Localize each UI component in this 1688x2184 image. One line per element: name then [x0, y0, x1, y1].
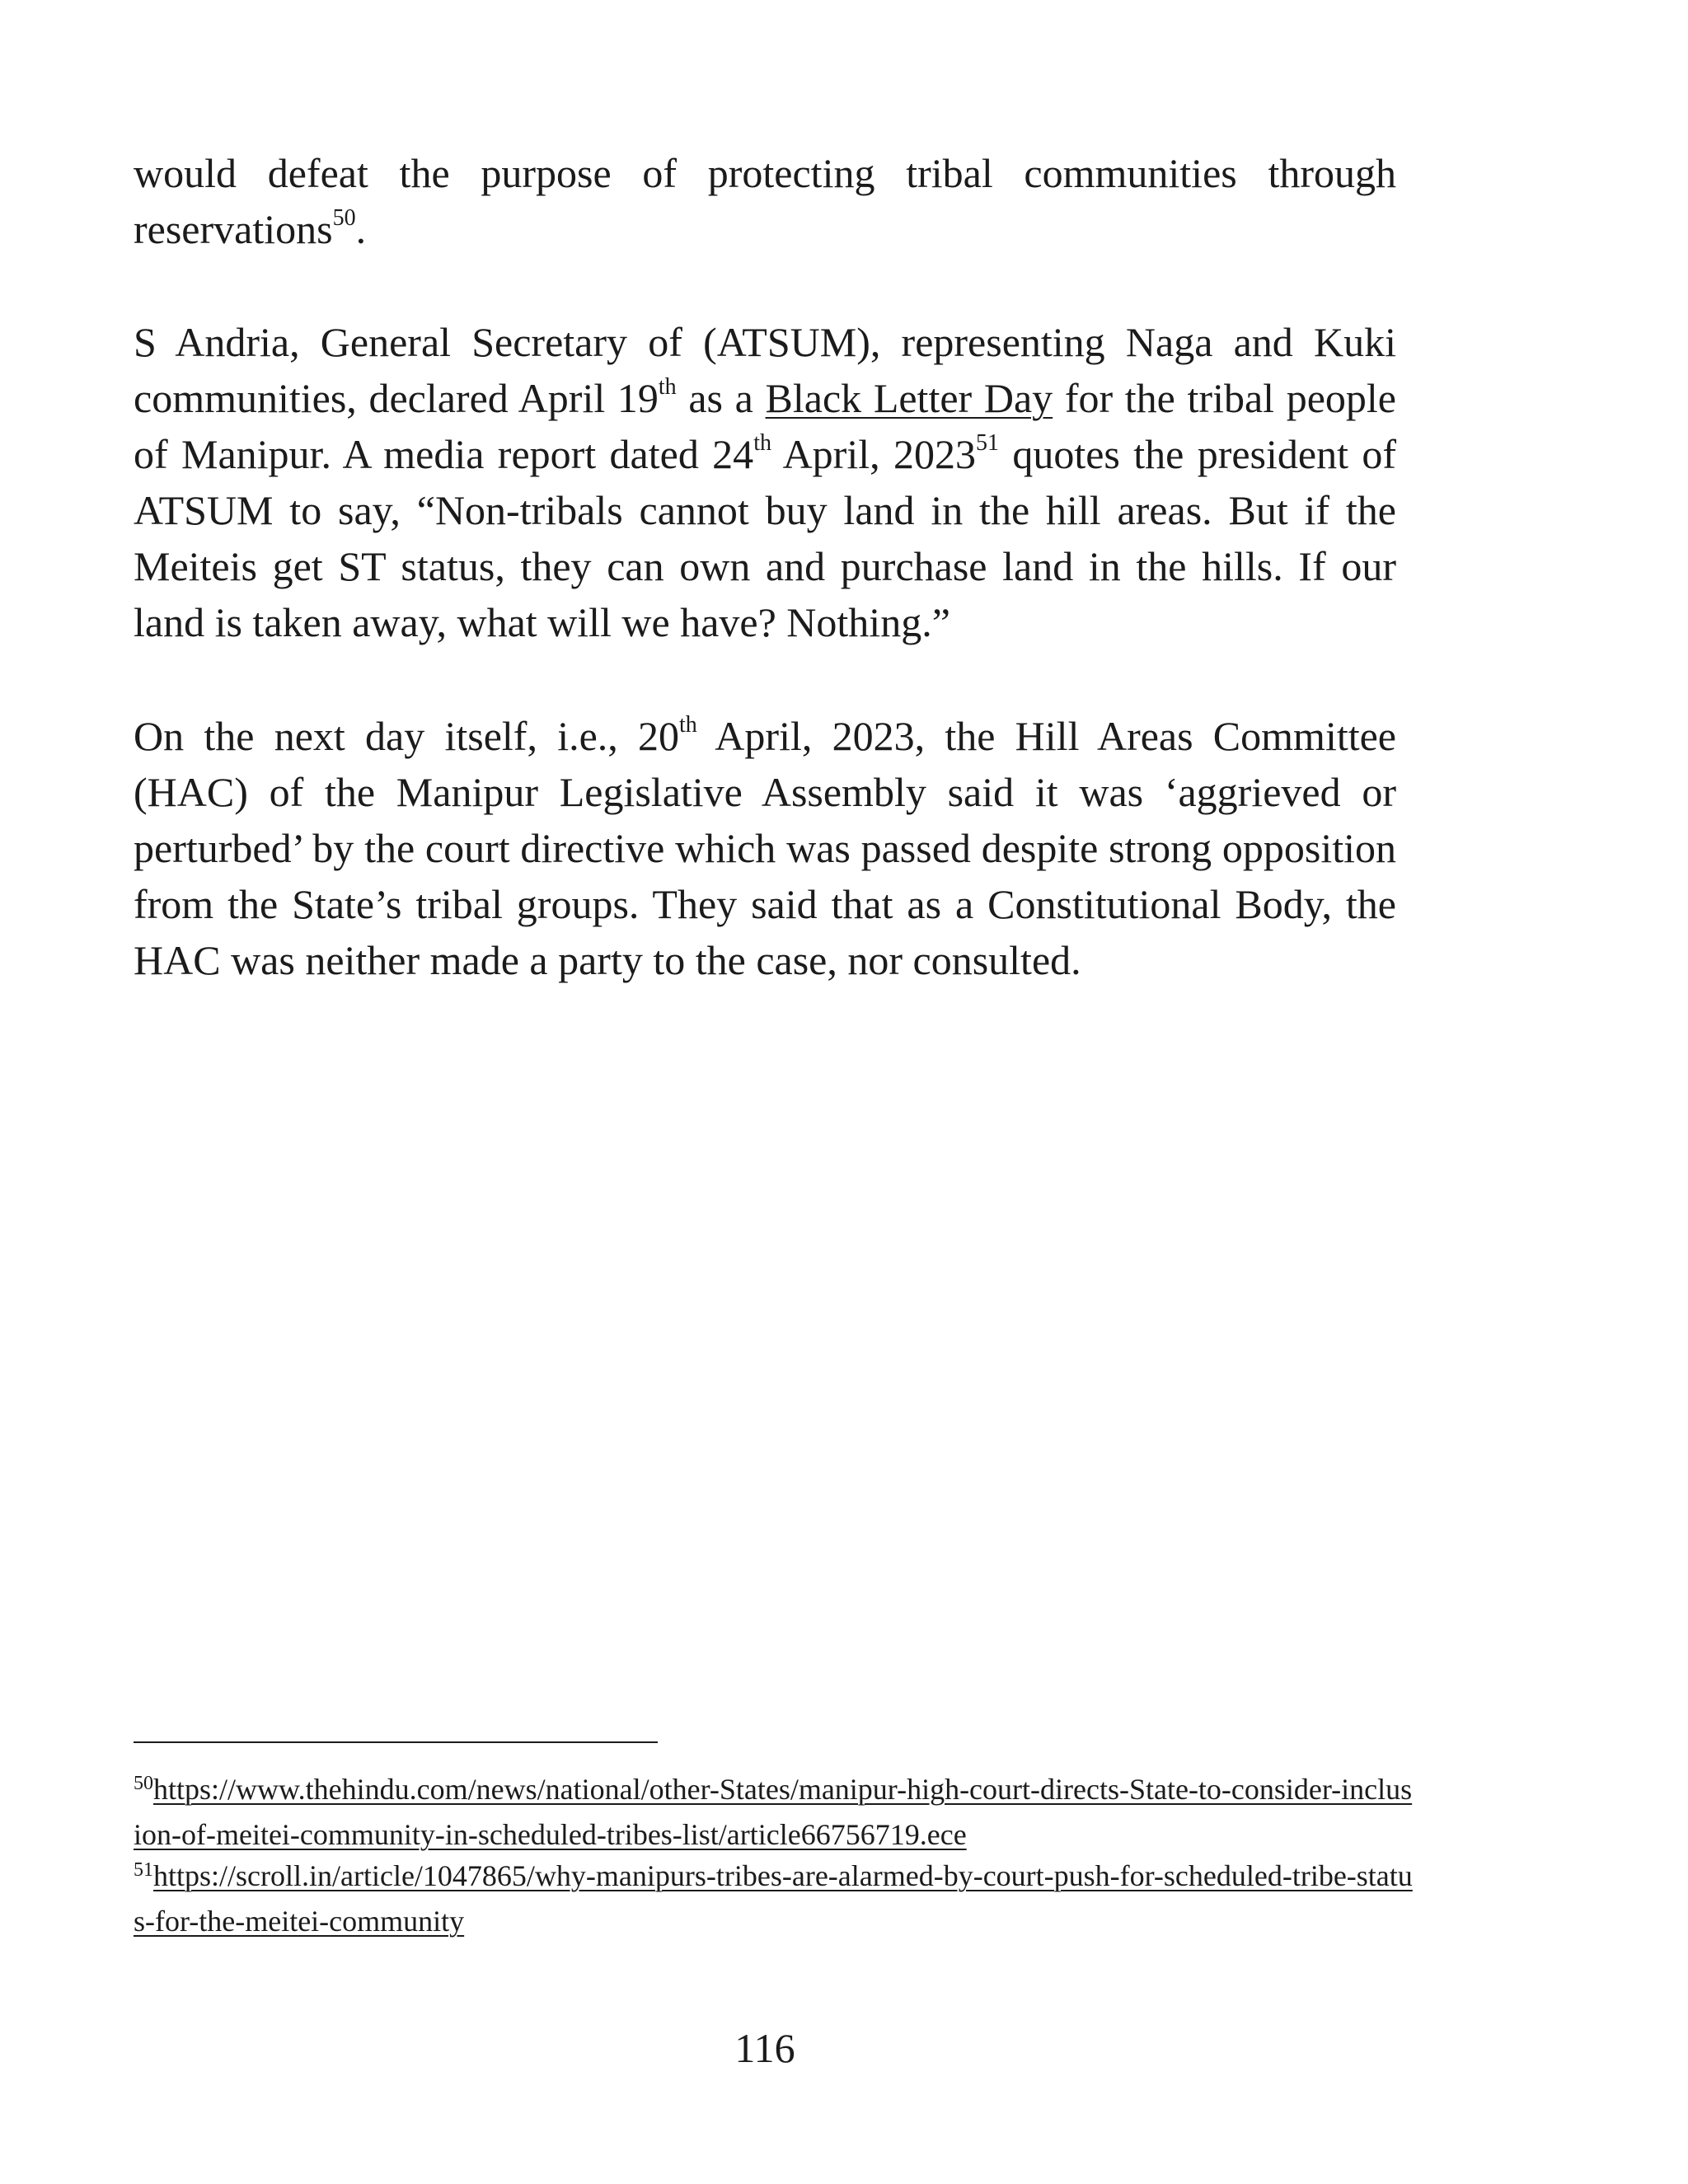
footnote-link-thehindu[interactable]: https://www.thehindu.com/news/national/other-States/manipur-high-court-directs-State-to-consider-inclusion-of-meitei-community-in-scheduled-tribes-list/article66756719.ece: [134, 1773, 1413, 1851]
ordinal-suffix: th: [658, 374, 677, 401]
paragraph-text: April, 2023, the Hill Areas Committee (HAC) of the Manipur Legislative Assembly said it was ‘aggrieved or perturbed’ by the court directive which was passed despite strong opposition from the State’s tribal groups. They said that as a Constitutional Body, the HAC was neither made a party to the case, nor consulted.: [134, 713, 1396, 983]
paragraph-text: S Andria, General Secretary of (ATSUM), representing Naga and Kuki communities, declared April 19: [134, 319, 1396, 421]
ordinal-suffix: th: [753, 430, 771, 457]
footnote-ref-51[interactable]: 51: [975, 430, 999, 457]
paragraph-text: for the tribal people of Manipur. A media report dated 24: [134, 375, 1396, 477]
ordinal-suffix: th: [679, 712, 697, 738]
paragraph-text: would defeat the purpose of protecting tribal communities through reservations: [134, 150, 1396, 252]
paragraph-text: .: [355, 206, 367, 252]
footnote-number: 50: [134, 1773, 153, 1794]
underlined-phrase: Black Letter Day: [765, 375, 1053, 421]
paragraph-text: April, 2023: [771, 431, 976, 477]
paragraph-text: On the next day itself, i.e., 20: [134, 713, 680, 759]
footnote-link-scroll[interactable]: https://scroll.in/article/1047865/why-manipurs-tribes-are-alarmed-by-court-push-for-scheduled-tribe-status-for-the-meitei-community: [134, 1859, 1413, 1938]
paragraph-text: quotes the president of ATSUM to say, “Non-tribals cannot buy land in the hill areas. But if the Meiteis get ST status, they can own and purchase land in the hills. If our land is taken away, what will we have? Nothing.”: [134, 431, 1396, 645]
footnote-ref-50[interactable]: 50: [332, 205, 356, 232]
paragraph-hac: [134, 708, 1396, 988]
paragraph-reservations: [134, 145, 1396, 257]
footnote-50: [134, 1769, 1419, 1855]
footnotes-section: [134, 1769, 1419, 1942]
paragraph-text: as a: [676, 375, 766, 421]
paragraph-atsum: [134, 314, 1396, 650]
page-number: 116: [734, 2025, 795, 2071]
footnote-divider: [134, 1741, 658, 1743]
footnote-51: [134, 1855, 1419, 1942]
footnote-number: 51: [134, 1859, 153, 1881]
